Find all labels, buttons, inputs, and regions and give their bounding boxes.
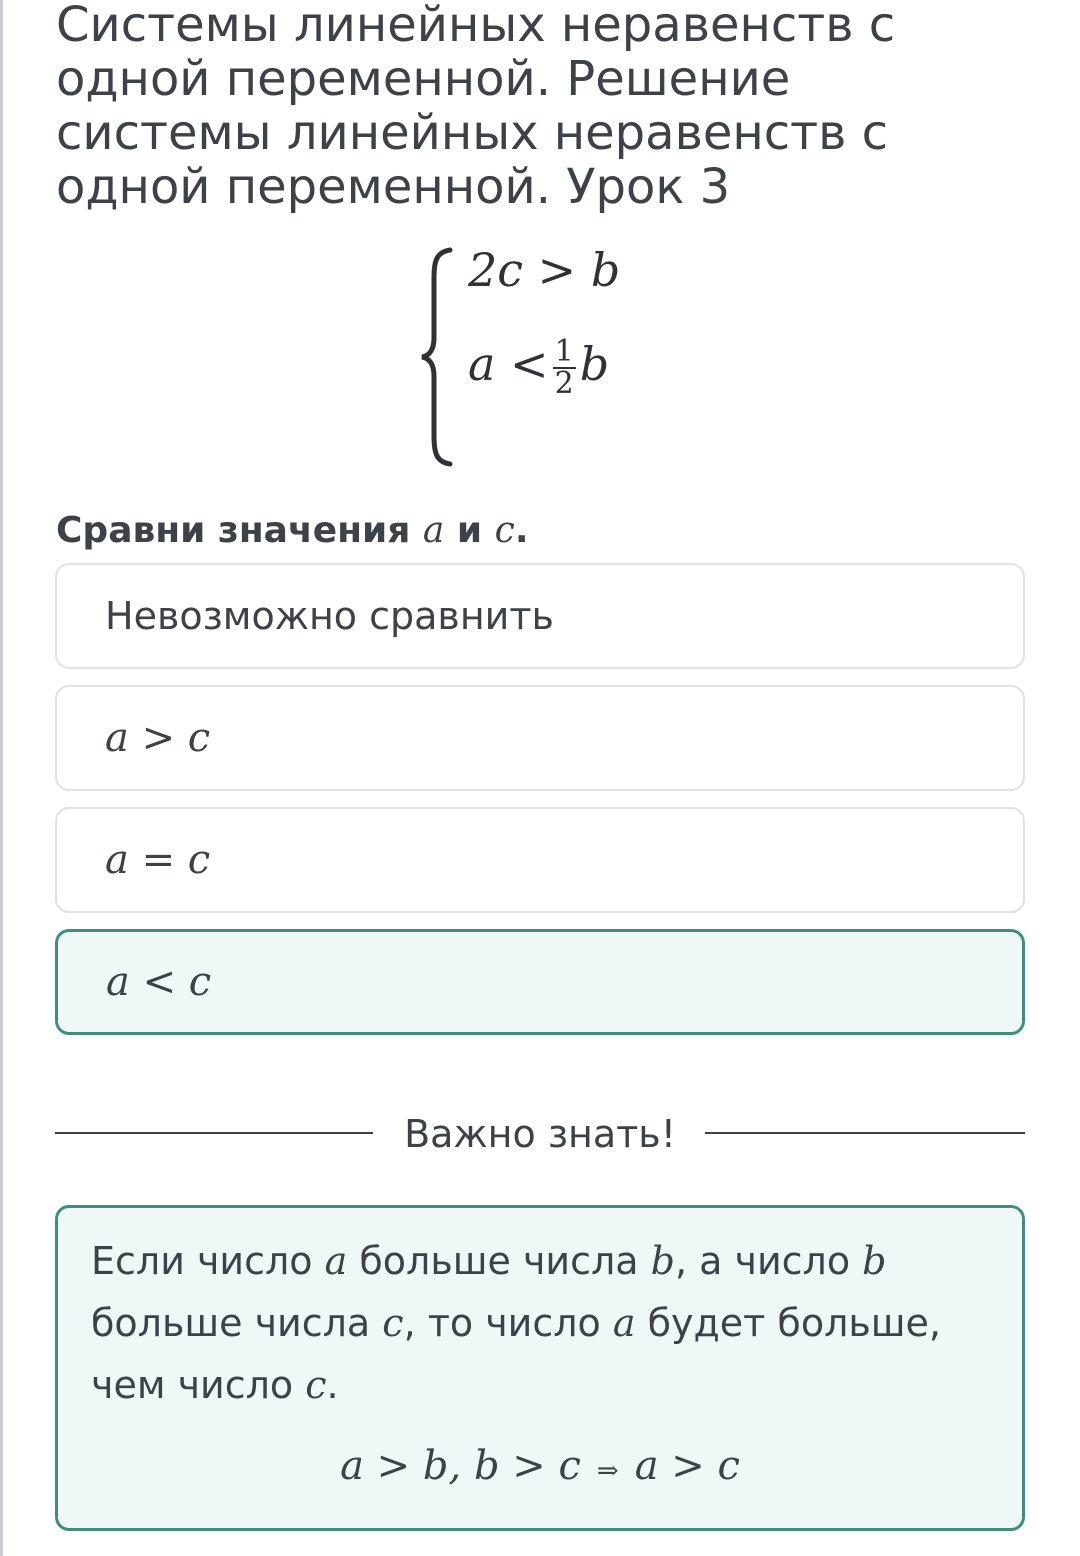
- fraction-numerator: 1: [554, 334, 574, 369]
- info-text-part: больше числа: [91, 1301, 383, 1345]
- info-var: a: [612, 1301, 636, 1345]
- lesson-title: Системы линейных неравенств с одной переменной. Решение системы линейных неравенств с одной переменной. Урок 3: [56, 0, 896, 215]
- important-divider: [55, 1112, 1025, 1156]
- info-text-part: Если число: [91, 1239, 325, 1283]
- rule-premises: a > b, b > c: [340, 1443, 581, 1489]
- answer-option-label: a < c: [106, 959, 212, 1005]
- info-text-part: , то число: [403, 1301, 613, 1345]
- answer-option-label: a > c: [105, 715, 211, 761]
- question-var-a: a: [422, 510, 445, 551]
- question-text: [56, 510, 529, 551]
- question-suffix: .: [514, 510, 529, 551]
- info-box: [55, 1205, 1025, 1531]
- info-var: c: [305, 1363, 327, 1407]
- question-prefix: Сравни значения: [56, 510, 411, 551]
- answer-option-cannot-compare[interactable]: [55, 563, 1025, 669]
- fraction: [553, 334, 576, 401]
- system-row-2: [468, 336, 609, 399]
- info-var: c: [382, 1301, 404, 1345]
- important-heading: Важно знать!: [404, 1112, 676, 1156]
- info-text-part: будет больше, чем число: [91, 1301, 941, 1407]
- fraction-denominator: 2: [554, 366, 574, 401]
- info-text-part: .: [326, 1363, 339, 1407]
- info-text-part: , а число: [674, 1239, 863, 1283]
- info-var: b: [650, 1239, 675, 1283]
- info-var: a: [324, 1239, 348, 1283]
- system-row-2-rhs: b: [579, 337, 610, 391]
- info-text-part: больше числа: [347, 1239, 651, 1283]
- curly-brace-icon: [420, 246, 456, 468]
- transitivity-rule: [58, 1443, 1022, 1489]
- answer-option-a-less-c[interactable]: [55, 929, 1025, 1035]
- answer-option-a-equals-c[interactable]: [55, 807, 1025, 913]
- answer-option-a-greater-c[interactable]: [55, 685, 1025, 791]
- info-var: b: [862, 1239, 887, 1283]
- system-row-2-lhs: a <: [468, 337, 549, 391]
- rule-conclusion: a > c: [634, 1443, 740, 1489]
- left-edge: [0, 0, 3, 1556]
- divider-line-right: [705, 1132, 1025, 1134]
- question-conj: и: [456, 510, 483, 551]
- system-row-1: 2c > b: [468, 243, 621, 297]
- question-var-c: c: [494, 510, 515, 551]
- answer-option-label: a = c: [105, 837, 211, 883]
- answer-option-label: Невозможно сравнить: [105, 594, 554, 638]
- implies-arrow-icon: ⇒: [596, 1456, 619, 1486]
- inequality-system: [420, 240, 680, 470]
- info-text: [91, 1230, 991, 1416]
